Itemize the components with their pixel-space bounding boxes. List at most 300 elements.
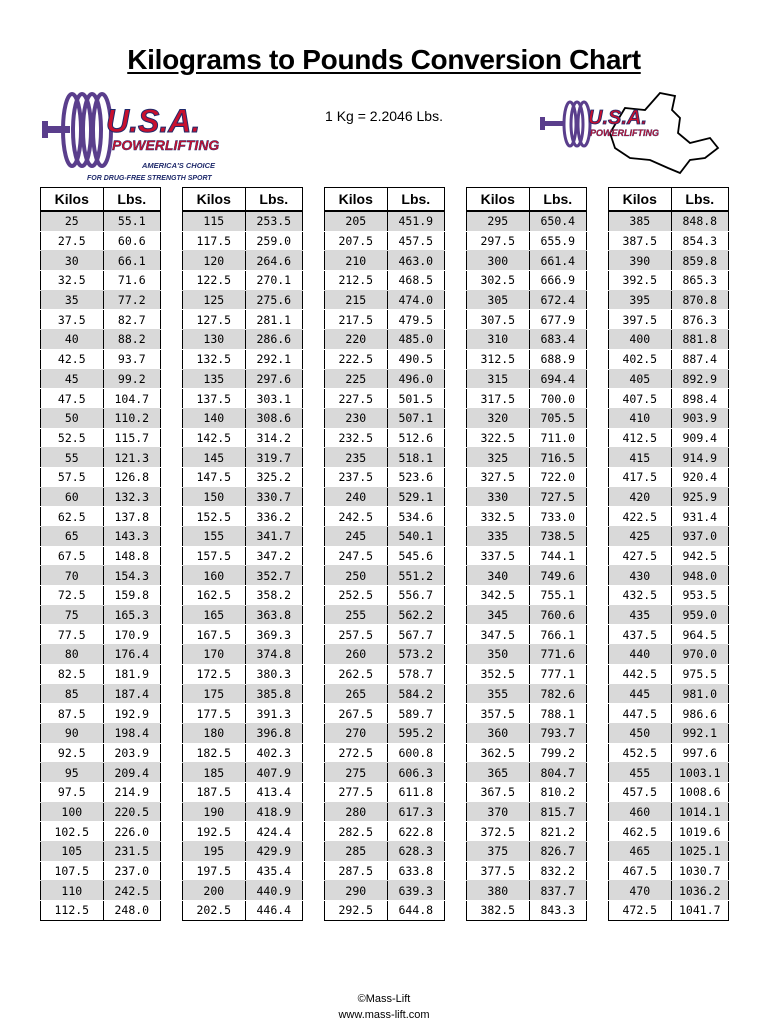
lbs-cell: 1030.7	[671, 861, 728, 881]
kilos-cell: 52.5	[41, 428, 104, 448]
table-row	[609, 723, 729, 743]
kilos-cell: 355	[467, 684, 530, 704]
kilos-header: Kilos	[325, 188, 388, 212]
lbs-cell: 700.0	[529, 389, 586, 409]
kilos-cell: 455	[609, 763, 672, 783]
table-row	[325, 290, 445, 310]
kilos-cell: 265	[325, 684, 388, 704]
lbs-cell: 766.1	[529, 625, 586, 645]
lbs-cell: 99.2	[103, 369, 160, 389]
table-row	[325, 684, 445, 704]
lbs-cell: 711.0	[529, 428, 586, 448]
kilos-cell: 200	[183, 881, 246, 901]
table-row	[325, 842, 445, 862]
table-row	[609, 448, 729, 468]
kilos-cell: 57.5	[41, 467, 104, 487]
lbs-cell: 760.6	[529, 605, 586, 625]
lbs-cell: 176.4	[103, 645, 160, 665]
lbs-cell: 220.5	[103, 802, 160, 822]
kilos-cell: 330	[467, 487, 530, 507]
table-row	[183, 605, 303, 625]
table-row	[41, 211, 161, 231]
table-row	[325, 271, 445, 291]
kilos-cell: 240	[325, 487, 388, 507]
table-row	[183, 546, 303, 566]
table-row	[325, 664, 445, 684]
lbs-cell: 666.9	[529, 271, 586, 291]
table-row	[467, 349, 587, 369]
kilos-cell: 297.5	[467, 231, 530, 251]
kilos-cell: 412.5	[609, 428, 672, 448]
table-row	[609, 605, 729, 625]
table-row	[467, 645, 587, 665]
lbs-cell: 793.7	[529, 723, 586, 743]
lbs-cell: 407.9	[245, 763, 302, 783]
kilos-cell: 110	[41, 881, 104, 901]
table-row	[609, 290, 729, 310]
lbs-cell: 622.8	[387, 822, 444, 842]
table-row	[609, 349, 729, 369]
table-row	[41, 349, 161, 369]
lbs-cell: 854.3	[671, 231, 728, 251]
lbs-cell: 898.4	[671, 389, 728, 409]
lbs-cell: 457.5	[387, 231, 444, 251]
lbs-cell: 264.6	[245, 251, 302, 271]
kilos-cell: 340	[467, 566, 530, 586]
table-row	[41, 763, 161, 783]
kilos-cell: 345	[467, 605, 530, 625]
table-row	[467, 881, 587, 901]
table-row	[609, 487, 729, 507]
lbs-cell: 848.8	[671, 211, 728, 231]
table-row	[183, 586, 303, 606]
kilos-cell: 220	[325, 330, 388, 350]
lbs-cell: 314.2	[245, 428, 302, 448]
lbs-cell: 165.3	[103, 605, 160, 625]
kilos-cell: 432.5	[609, 586, 672, 606]
kilos-cell: 382.5	[467, 901, 530, 921]
kilos-cell: 417.5	[609, 467, 672, 487]
kilos-cell: 425	[609, 527, 672, 547]
lbs-cell: 1014.1	[671, 802, 728, 822]
kilos-cell: 270	[325, 723, 388, 743]
kilos-cell: 182.5	[183, 743, 246, 763]
table-row	[41, 743, 161, 763]
table-row	[183, 901, 303, 921]
kilos-cell: 262.5	[325, 664, 388, 684]
table-row	[183, 704, 303, 724]
footer	[0, 991, 768, 1023]
kilos-cell: 237.5	[325, 467, 388, 487]
lbs-cell: 275.6	[245, 290, 302, 310]
table-row	[325, 408, 445, 428]
lbs-cell: 451.9	[387, 211, 444, 231]
kilos-cell: 130	[183, 330, 246, 350]
table-row	[325, 369, 445, 389]
kilos-cell: 255	[325, 605, 388, 625]
kilos-cell: 232.5	[325, 428, 388, 448]
table-row	[467, 428, 587, 448]
lbs-cell: 661.4	[529, 251, 586, 271]
table-row	[183, 467, 303, 487]
table-row	[41, 782, 161, 802]
kilos-cell: 257.5	[325, 625, 388, 645]
kilos-cell: 77.5	[41, 625, 104, 645]
kilos-cell: 230	[325, 408, 388, 428]
table-row	[325, 901, 445, 921]
lbs-header: Lbs.	[671, 188, 728, 212]
lbs-cell: 600.8	[387, 743, 444, 763]
lbs-cell: 617.3	[387, 802, 444, 822]
table-row	[325, 546, 445, 566]
table-row	[609, 428, 729, 448]
table-row	[325, 625, 445, 645]
kilos-cell: 215	[325, 290, 388, 310]
table-row	[183, 566, 303, 586]
kilos-cell: 190	[183, 802, 246, 822]
kilos-cell: 250	[325, 566, 388, 586]
lbs-cell: 132.3	[103, 487, 160, 507]
kilos-cell: 280	[325, 802, 388, 822]
lbs-cell: 203.9	[103, 743, 160, 763]
table-row	[325, 330, 445, 350]
kilos-cell: 275	[325, 763, 388, 783]
table-row	[325, 251, 445, 271]
kilos-cell: 422.5	[609, 507, 672, 527]
table-row	[609, 881, 729, 901]
lbs-cell: 628.3	[387, 842, 444, 862]
kilos-cell: 87.5	[41, 704, 104, 724]
table-row	[467, 566, 587, 586]
table-row	[609, 566, 729, 586]
table-row	[325, 645, 445, 665]
table-row	[41, 369, 161, 389]
table-row	[467, 310, 587, 330]
lbs-cell: 440.9	[245, 881, 302, 901]
kilos-header: Kilos	[41, 188, 104, 212]
table-row	[325, 802, 445, 822]
table-row	[183, 723, 303, 743]
table-row	[325, 428, 445, 448]
kilos-cell: 462.5	[609, 822, 672, 842]
kilos-cell: 357.5	[467, 704, 530, 724]
lbs-cell: 914.9	[671, 448, 728, 468]
lbs-cell: 865.3	[671, 271, 728, 291]
table-row	[325, 349, 445, 369]
table-row	[609, 467, 729, 487]
lbs-cell: 1008.6	[671, 782, 728, 802]
kilos-cell: 380	[467, 881, 530, 901]
table-row	[183, 369, 303, 389]
kilos-cell: 400	[609, 330, 672, 350]
lbs-cell: 374.8	[245, 645, 302, 665]
kilos-cell: 205	[325, 211, 388, 231]
table-row	[41, 467, 161, 487]
lbs-cell: 639.3	[387, 881, 444, 901]
table-row	[183, 527, 303, 547]
logo-sub-text-right: POWERLIFTING	[590, 128, 659, 138]
table-row	[183, 664, 303, 684]
table-row	[609, 822, 729, 842]
table-row	[325, 782, 445, 802]
lbs-cell: 55.1	[103, 211, 160, 231]
lbs-cell: 231.5	[103, 842, 160, 862]
kilos-cell: 27.5	[41, 231, 104, 251]
table-row	[467, 487, 587, 507]
logo-tagline2: FOR DRUG-FREE STRENGTH SPORT	[87, 175, 212, 182]
kilos-cell: 60	[41, 487, 104, 507]
lbs-cell: 336.2	[245, 507, 302, 527]
kilos-cell: 170	[183, 645, 246, 665]
lbs-cell: 325.2	[245, 467, 302, 487]
lbs-cell: 501.5	[387, 389, 444, 409]
kilos-cell: 140	[183, 408, 246, 428]
table-row	[41, 802, 161, 822]
kilos-cell: 337.5	[467, 546, 530, 566]
lbs-cell: 121.3	[103, 448, 160, 468]
lbs-cell: 143.3	[103, 527, 160, 547]
lbs-cell: 358.2	[245, 586, 302, 606]
lbs-cell: 887.4	[671, 349, 728, 369]
table-row	[325, 211, 445, 231]
lbs-cell: 810.2	[529, 782, 586, 802]
table-row	[183, 822, 303, 842]
table-row	[41, 861, 161, 881]
lbs-cell: 82.7	[103, 310, 160, 330]
lbs-cell: 672.4	[529, 290, 586, 310]
kilos-cell: 430	[609, 566, 672, 586]
table-row	[609, 861, 729, 881]
lbs-cell: 71.6	[103, 271, 160, 291]
kilos-cell: 165	[183, 605, 246, 625]
kilos-cell: 70	[41, 566, 104, 586]
kilos-cell: 457.5	[609, 782, 672, 802]
kilos-cell: 445	[609, 684, 672, 704]
table-row	[467, 467, 587, 487]
table-row	[467, 704, 587, 724]
kilos-cell: 47.5	[41, 389, 104, 409]
lbs-cell: 248.0	[103, 901, 160, 921]
logo-usa-text-right: U.S.A.	[588, 107, 647, 129]
lbs-cell: 749.6	[529, 566, 586, 586]
lbs-cell: 529.1	[387, 487, 444, 507]
kilos-cell: 100	[41, 802, 104, 822]
kilos-cell: 72.5	[41, 586, 104, 606]
usa-powerlifting-logo-left	[42, 88, 222, 183]
lbs-cell: 270.1	[245, 271, 302, 291]
table-row	[41, 527, 161, 547]
table-row	[467, 684, 587, 704]
table-row	[183, 290, 303, 310]
lbs-cell: 429.9	[245, 842, 302, 862]
lbs-cell: 104.7	[103, 389, 160, 409]
kilos-cell: 42.5	[41, 349, 104, 369]
lbs-cell: 159.8	[103, 586, 160, 606]
table-row	[183, 645, 303, 665]
lbs-cell: 986.6	[671, 704, 728, 724]
table-row	[183, 743, 303, 763]
website-link[interactable]: www.mass-lift.com	[338, 1009, 430, 1021]
lbs-cell: 551.2	[387, 566, 444, 586]
kilos-cell: 410	[609, 408, 672, 428]
lbs-cell: 562.2	[387, 605, 444, 625]
kilos-cell: 272.5	[325, 743, 388, 763]
page-title: Kilograms to Pounds Conversion Chart	[127, 44, 641, 75]
lbs-cell: 556.7	[387, 586, 444, 606]
lbs-cell: 694.4	[529, 369, 586, 389]
lbs-cell: 722.0	[529, 467, 586, 487]
table-row	[609, 743, 729, 763]
lbs-cell: 584.2	[387, 684, 444, 704]
lbs-cell: 920.4	[671, 467, 728, 487]
table-row	[467, 527, 587, 547]
kilos-cell: 90	[41, 723, 104, 743]
table-row	[41, 310, 161, 330]
kilos-cell: 395	[609, 290, 672, 310]
table-row	[609, 842, 729, 862]
lbs-cell: 870.8	[671, 290, 728, 310]
table-row	[41, 704, 161, 724]
lbs-cell: 330.7	[245, 487, 302, 507]
lbs-cell: 909.4	[671, 428, 728, 448]
kilos-header: Kilos	[609, 188, 672, 212]
lbs-cell: 303.1	[245, 389, 302, 409]
lbs-cell: 418.9	[245, 802, 302, 822]
lbs-cell: 474.0	[387, 290, 444, 310]
lbs-cell: 115.7	[103, 428, 160, 448]
lbs-cell: 716.5	[529, 448, 586, 468]
table-row	[609, 408, 729, 428]
kilos-cell: 287.5	[325, 861, 388, 881]
lbs-cell: 77.2	[103, 290, 160, 310]
kilos-cell: 92.5	[41, 743, 104, 763]
kilos-cell: 252.5	[325, 586, 388, 606]
table-row	[325, 389, 445, 409]
table-row	[467, 271, 587, 291]
table-row	[609, 251, 729, 271]
kilos-cell: 185	[183, 763, 246, 783]
kilos-cell: 127.5	[183, 310, 246, 330]
kilos-cell: 197.5	[183, 861, 246, 881]
kilos-cell: 447.5	[609, 704, 672, 724]
kilos-cell: 347.5	[467, 625, 530, 645]
table-row	[609, 330, 729, 350]
table-row	[183, 448, 303, 468]
kilos-cell: 350	[467, 645, 530, 665]
kilos-cell: 225	[325, 369, 388, 389]
conversion-table-5	[608, 187, 729, 921]
lbs-cell: 837.7	[529, 881, 586, 901]
table-row	[609, 546, 729, 566]
kilos-cell: 245	[325, 527, 388, 547]
table-row	[325, 743, 445, 763]
table-row	[467, 625, 587, 645]
kilos-cell: 102.5	[41, 822, 104, 842]
lbs-cell: 463.0	[387, 251, 444, 271]
kilos-cell: 435	[609, 605, 672, 625]
kilos-cell: 95	[41, 763, 104, 783]
table-row	[467, 448, 587, 468]
kilos-cell: 107.5	[41, 861, 104, 881]
kilos-cell: 177.5	[183, 704, 246, 724]
table-row	[467, 369, 587, 389]
lbs-cell: 192.9	[103, 704, 160, 724]
lbs-cell: 733.0	[529, 507, 586, 527]
lbs-cell: 655.9	[529, 231, 586, 251]
table-row	[609, 586, 729, 606]
lbs-cell: 942.5	[671, 546, 728, 566]
kilos-cell: 65	[41, 527, 104, 547]
table-row	[183, 271, 303, 291]
lbs-cell: 992.1	[671, 723, 728, 743]
kilos-cell: 132.5	[183, 349, 246, 369]
table-row	[41, 448, 161, 468]
lbs-cell: 1041.7	[671, 901, 728, 921]
lbs-cell: 170.9	[103, 625, 160, 645]
lbs-cell: 981.0	[671, 684, 728, 704]
lbs-cell: 1003.1	[671, 763, 728, 783]
table-row	[41, 822, 161, 842]
lbs-cell: 595.2	[387, 723, 444, 743]
kilos-cell: 195	[183, 842, 246, 862]
kilos-cell: 367.5	[467, 782, 530, 802]
kilos-cell: 85	[41, 684, 104, 704]
lbs-cell: 369.3	[245, 625, 302, 645]
kilos-cell: 50	[41, 408, 104, 428]
table-row	[41, 605, 161, 625]
lbs-cell: 66.1	[103, 251, 160, 271]
table-row	[325, 586, 445, 606]
lbs-cell: 198.4	[103, 723, 160, 743]
kilos-cell: 75	[41, 605, 104, 625]
lbs-cell: 319.7	[245, 448, 302, 468]
table-row	[183, 211, 303, 231]
table-row	[41, 546, 161, 566]
table-row	[183, 349, 303, 369]
table-row	[41, 645, 161, 665]
kilos-cell: 135	[183, 369, 246, 389]
kilos-cell: 335	[467, 527, 530, 547]
table-row	[41, 881, 161, 901]
lbs-cell: 479.5	[387, 310, 444, 330]
table-row	[41, 723, 161, 743]
lbs-cell: 892.9	[671, 369, 728, 389]
lbs-cell: 815.7	[529, 802, 586, 822]
lbs-cell: 964.5	[671, 625, 728, 645]
kilos-cell: 440	[609, 645, 672, 665]
logo-usa-text: U.S.A.	[106, 103, 201, 139]
table-row	[467, 664, 587, 684]
kilos-cell: 370	[467, 802, 530, 822]
kilos-cell: 212.5	[325, 271, 388, 291]
table-row	[41, 901, 161, 921]
kilos-cell: 172.5	[183, 664, 246, 684]
conversion-factor: 1 Kg = 2.2046 Lbs.	[325, 108, 443, 124]
lbs-cell: 187.4	[103, 684, 160, 704]
table-row	[183, 330, 303, 350]
table-row	[41, 625, 161, 645]
table-row	[325, 723, 445, 743]
kilos-cell: 180	[183, 723, 246, 743]
kilos-cell: 377.5	[467, 861, 530, 881]
lbs-cell: 931.4	[671, 507, 728, 527]
table-row	[183, 507, 303, 527]
kilos-cell: 37.5	[41, 310, 104, 330]
lbs-cell: 948.0	[671, 566, 728, 586]
table-row	[467, 782, 587, 802]
kilos-cell: 407.5	[609, 389, 672, 409]
kilos-cell: 145	[183, 448, 246, 468]
